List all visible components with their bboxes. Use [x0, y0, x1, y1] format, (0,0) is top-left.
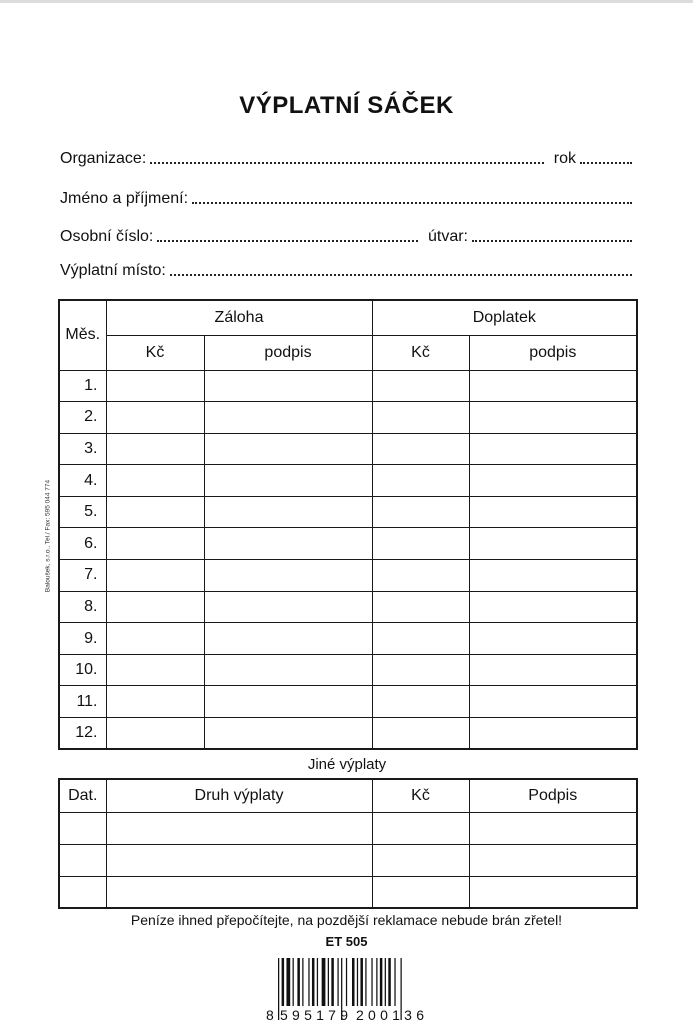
department-label: útvar:: [427, 228, 468, 245]
settlement-signature-cell[interactable]: [469, 560, 637, 592]
barcode-first-digit: 8: [266, 1007, 274, 1022]
barcode-bar: [297, 958, 300, 1006]
barcode-left-digits: 595179: [280, 1007, 348, 1022]
barcode-bar: [388, 958, 391, 1006]
advance-czk-cell[interactable]: [106, 560, 204, 592]
settlement-czk-cell[interactable]: [372, 686, 469, 718]
month-number: 6.: [59, 528, 106, 560]
settlement-signature-cell[interactable]: [469, 433, 637, 465]
settlement-czk-cell[interactable]: [372, 370, 469, 402]
barcode-bar: [286, 958, 290, 1006]
settlement-signature-cell[interactable]: [469, 686, 637, 718]
settlement-header: Doplatek: [372, 300, 637, 335]
advance-signature-cell[interactable]: [204, 465, 372, 497]
advance-signature-cell[interactable]: [204, 623, 372, 655]
date-header: Dat.: [59, 779, 106, 812]
advance-signature-header: podpis: [204, 335, 372, 370]
settlement-signature-cell[interactable]: [469, 465, 637, 497]
month-rows: [59, 370, 637, 749]
advance-czk-cell[interactable]: [106, 433, 204, 465]
settlement-czk-cell[interactable]: [372, 654, 469, 686]
barcode-bar: [302, 958, 303, 1006]
settlement-signature-cell[interactable]: [469, 591, 637, 623]
barcode: [262, 958, 434, 1022]
month-number: 8.: [59, 591, 106, 623]
barcode-bar: [331, 958, 334, 1006]
settlement-signature-cell[interactable]: [469, 496, 637, 528]
month-number: 2.: [59, 402, 106, 434]
table-row: [59, 402, 637, 434]
advance-czk-cell[interactable]: [106, 591, 204, 623]
table-row: [59, 560, 637, 592]
advance-czk-cell[interactable]: [106, 718, 204, 750]
barcode-bar: [308, 958, 309, 1006]
advance-czk-cell[interactable]: [106, 654, 204, 686]
settlement-czk-cell[interactable]: [372, 433, 469, 465]
settlement-czk-cell[interactable]: [372, 718, 469, 750]
advance-signature-cell[interactable]: [204, 718, 372, 750]
barcode-bar: [371, 958, 372, 1006]
settlement-czk-cell[interactable]: [372, 528, 469, 560]
month-number: 7.: [59, 560, 106, 592]
advance-signature-cell[interactable]: [204, 591, 372, 623]
organization-blank[interactable]: [150, 162, 544, 164]
advance-czk-cell[interactable]: [106, 528, 204, 560]
other-signature-header: Podpis: [469, 779, 637, 812]
advance-signature-cell[interactable]: [204, 370, 372, 402]
claims-notice: Peníze ihned přepočítejte, na pozdější reklamace nebude brán zřetel!: [130, 912, 563, 928]
pay-place-blank[interactable]: [170, 274, 632, 276]
date-cell[interactable]: [59, 876, 106, 908]
table-row: [59, 591, 637, 623]
payment-type-header: Druh výplaty: [106, 779, 372, 812]
settlement-signature-cell[interactable]: [469, 528, 637, 560]
date-cell[interactable]: [59, 844, 106, 876]
personal-number-label: Osobní číslo:: [60, 228, 154, 245]
barcode-bar: [317, 958, 318, 1006]
table-row: [59, 686, 637, 718]
advance-signature-cell[interactable]: [204, 433, 372, 465]
table-row: [59, 812, 637, 844]
pay-place-label: Výplatní místo:: [60, 262, 166, 279]
other-payments-caption: Jiné výplaty: [307, 756, 387, 773]
payment-type-cell[interactable]: [106, 812, 372, 844]
personal-number-field: [60, 224, 636, 246]
pay-place-field: [60, 258, 636, 280]
barcode-bar: [337, 958, 338, 1006]
advance-czk-cell[interactable]: [106, 465, 204, 497]
month-number: 9.: [59, 623, 106, 655]
advance-czk-cell[interactable]: [106, 623, 204, 655]
publisher-side-text: Baloušek, s.r.o., Tel./ Fax: 595 044 774: [44, 479, 52, 593]
date-cell[interactable]: [59, 812, 106, 844]
signature-cell[interactable]: [469, 812, 637, 844]
other-czk-header: Kč: [372, 779, 469, 812]
barcode-bar: [380, 958, 383, 1006]
table-row: [59, 528, 637, 560]
barcode-bar: [357, 958, 358, 1006]
barcode-bar: [376, 958, 377, 1006]
barcode-bar: [365, 958, 366, 1006]
table-row: [59, 718, 637, 750]
barcode-bar: [282, 958, 285, 1006]
advance-czk-header: Kč: [106, 335, 204, 370]
barcode-bar: [293, 958, 294, 1006]
advance-czk-cell[interactable]: [106, 496, 204, 528]
settlement-czk-cell[interactable]: [372, 465, 469, 497]
month-number: 12.: [59, 718, 106, 750]
settlement-signature-cell[interactable]: [469, 623, 637, 655]
table-header-row: [59, 300, 637, 335]
month-number: 5.: [59, 496, 106, 528]
advance-signature-cell[interactable]: [204, 686, 372, 718]
month-number: 3.: [59, 433, 106, 465]
advance-signature-cell[interactable]: [204, 560, 372, 592]
payment-type-cell[interactable]: [106, 876, 372, 908]
table-row: [59, 844, 637, 876]
barcode-bar: [394, 958, 395, 1006]
year-label: rok: [553, 150, 576, 167]
advance-signature-cell[interactable]: [204, 528, 372, 560]
table-row: [59, 433, 637, 465]
barcode-bar: [346, 958, 347, 1006]
settlement-signature-cell[interactable]: [469, 718, 637, 750]
year-blank[interactable]: [580, 162, 632, 164]
advance-signature-cell[interactable]: [204, 402, 372, 434]
month-number: 10.: [59, 654, 106, 686]
advance-czk-cell[interactable]: [106, 402, 204, 434]
personal-number-blank[interactable]: [157, 240, 418, 242]
advance-czk-cell[interactable]: [106, 686, 204, 718]
barcode-bar: [322, 958, 326, 1006]
organization-label: Organizace:: [60, 150, 147, 167]
barcode-bar: [312, 958, 315, 1006]
department-blank[interactable]: [472, 240, 632, 242]
table-row: [59, 465, 637, 497]
name-field: [60, 186, 636, 208]
payment-type-cell[interactable]: [106, 844, 372, 876]
settlement-czk-cell[interactable]: [372, 560, 469, 592]
signature-cell[interactable]: [469, 844, 637, 876]
czk-cell[interactable]: [372, 844, 469, 876]
barcode-bar: [360, 958, 363, 1006]
product-code: ET 505: [325, 934, 368, 949]
barcode-bar: [385, 958, 386, 1006]
table-row: [59, 370, 637, 402]
settlement-signature-cell[interactable]: [469, 402, 637, 434]
month-number: 1.: [59, 370, 106, 402]
organization-field: [60, 146, 636, 168]
form-title: VÝPLATNÍ SÁČEK: [239, 92, 454, 119]
month-number: 11.: [59, 686, 106, 718]
table-row: [59, 876, 637, 908]
name-label: Jméno a příjmení:: [60, 190, 189, 207]
advance-signature-cell[interactable]: [204, 654, 372, 686]
settlement-czk-cell[interactable]: [372, 496, 469, 528]
barcode-bar: [401, 958, 402, 1020]
settlement-czk-cell[interactable]: [372, 591, 469, 623]
other-payments-table: [58, 778, 638, 909]
barcode-right-digits: 200136: [356, 1007, 424, 1022]
month-header: Měs.: [59, 300, 106, 370]
table-row: [59, 623, 637, 655]
settlement-signature-header: podpis: [469, 335, 637, 370]
barcode-bar: [352, 958, 355, 1006]
czk-cell[interactable]: [372, 876, 469, 908]
month-number: 4.: [59, 465, 106, 497]
page-top-border: [0, 0, 693, 3]
advance-header: Záloha: [106, 300, 372, 335]
signature-cell[interactable]: [469, 876, 637, 908]
advance-czk-cell[interactable]: [106, 370, 204, 402]
settlement-signature-cell[interactable]: [469, 370, 637, 402]
advance-signature-cell[interactable]: [204, 496, 372, 528]
table-row: [59, 496, 637, 528]
barcode-bar: [328, 958, 329, 1006]
settlement-czk-header: Kč: [372, 335, 469, 370]
czk-cell[interactable]: [372, 812, 469, 844]
monthly-payments-table: [58, 299, 638, 750]
name-blank[interactable]: [192, 202, 632, 204]
settlement-czk-cell[interactable]: [372, 402, 469, 434]
settlement-signature-cell[interactable]: [469, 654, 637, 686]
table-subheader-row: [59, 335, 637, 370]
settlement-czk-cell[interactable]: [372, 623, 469, 655]
other-header-row: [59, 779, 637, 812]
table-row: [59, 654, 637, 686]
